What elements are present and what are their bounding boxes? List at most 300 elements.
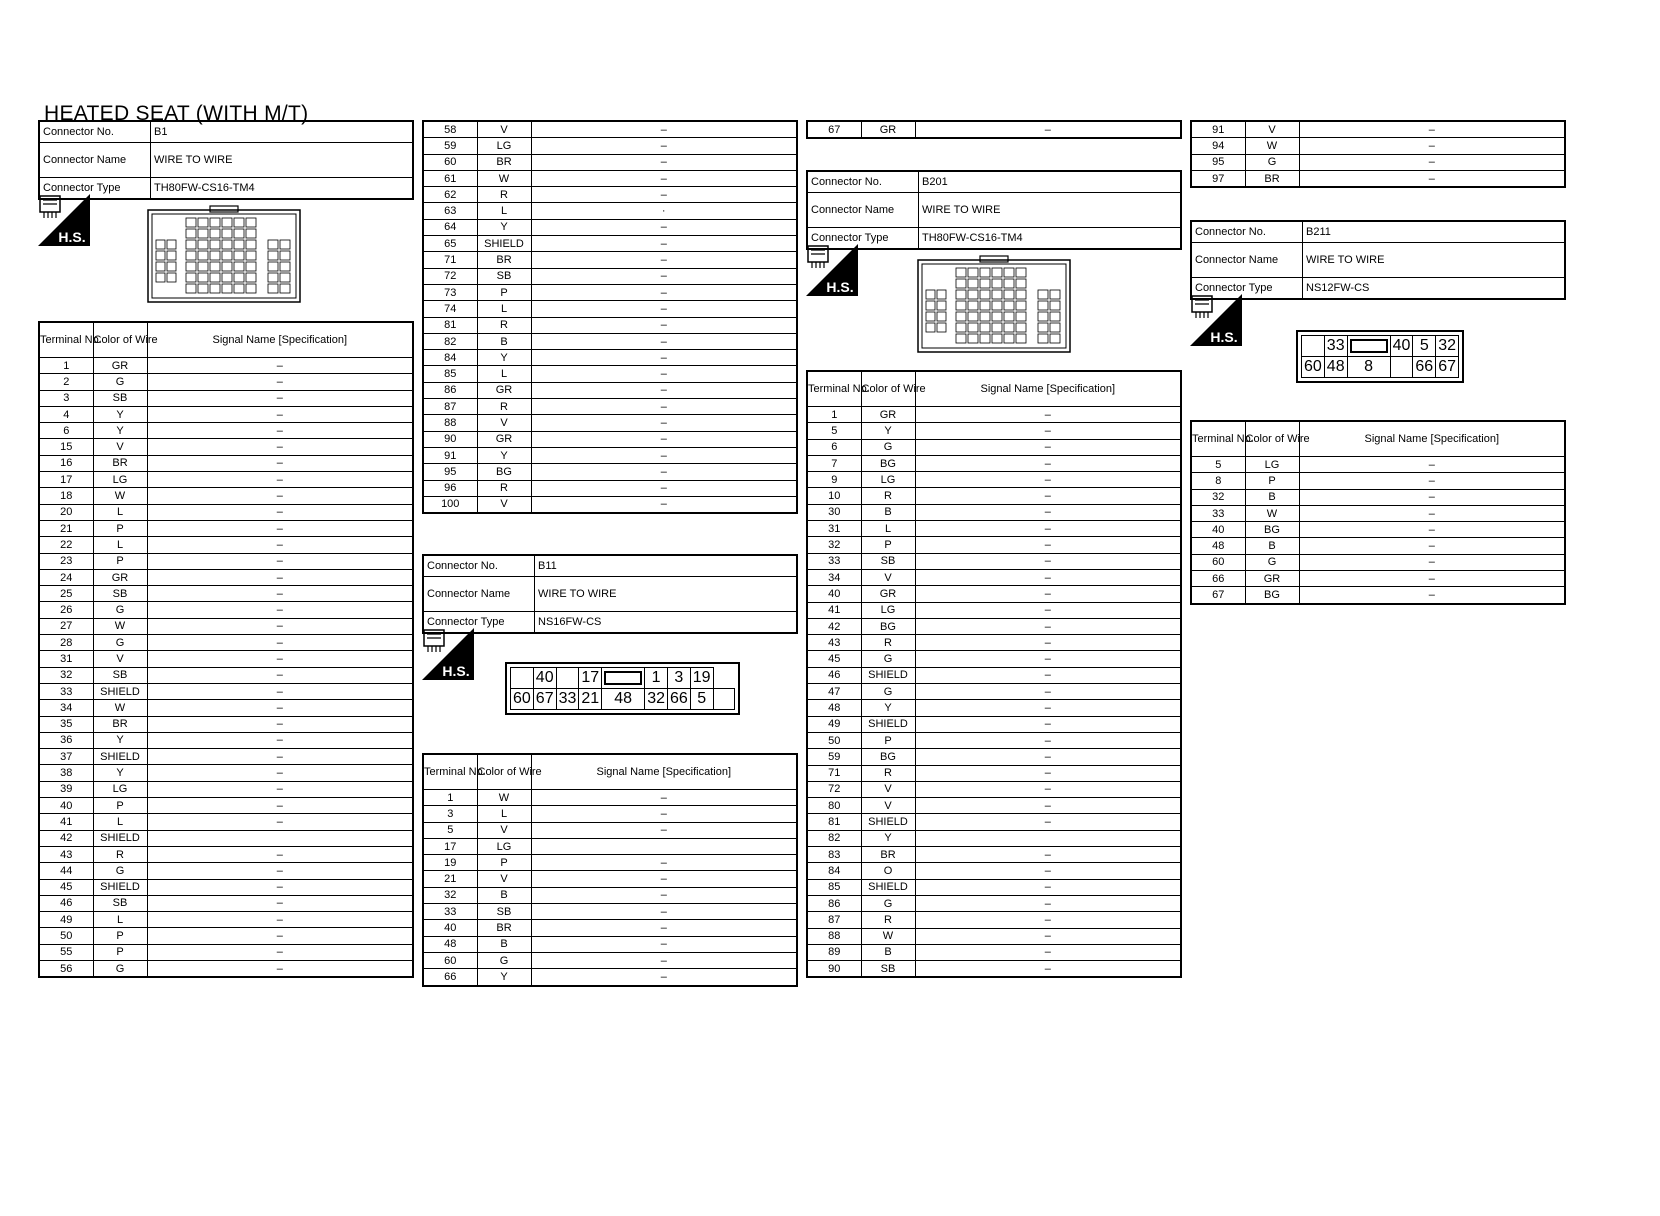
pin-cavity [1050,301,1060,310]
wire-color-cell: G [93,863,147,879]
pin-cavity [280,251,290,260]
signal-name-cell: – [531,480,797,496]
signal-name-cell: – [147,488,413,504]
table-row [39,520,413,536]
pin-cavity [234,262,244,271]
table-row [807,569,1181,585]
wire-color-cell: P [93,944,147,960]
signal-name-cell: – [915,667,1181,683]
signal-name-cell: – [147,390,413,406]
terminal-no-cell: 17 [39,472,93,488]
terminal-no-cell: 56 [39,960,93,977]
terminal-no-cell: 59 [423,138,477,154]
terminal-no-cell: 47 [807,684,861,700]
table-row [807,407,1181,423]
table-row [39,814,413,830]
terminal-no-cell: 25 [39,586,93,602]
table-row [39,537,413,553]
signal-name-cell: – [915,439,1181,455]
connector-type-value: TH80FW-CS16-TM4 [151,178,414,200]
wire-color-cell: V [861,569,915,585]
wire-color-cell: R [477,187,531,203]
terminal-no-cell: 49 [807,716,861,732]
terminal-no-cell: 15 [39,439,93,455]
table-row [39,635,413,651]
wire-color-cell: LG [93,781,147,797]
label-connector-name: Connector Name [1191,243,1303,278]
terminal-table-b11-wrapper [422,753,798,987]
terminal-table-b1-continued [422,120,798,514]
wire-color-cell: Y [477,969,531,986]
terminal-no-cell: 71 [423,252,477,268]
wire-color-cell: L [93,537,147,553]
signal-name-cell: – [915,684,1181,700]
wire-color-cell: R [477,480,531,496]
wire-color-cell: W [1245,138,1299,154]
terminal-no-cell: 1 [807,407,861,423]
terminal-no-cell: 84 [423,350,477,366]
harness-side-icon [1190,294,1242,346]
wire-color-cell: W [477,790,531,806]
wire-color-cell: W [93,700,147,716]
signal-name-cell: – [915,895,1181,911]
column-b211 [1190,220,1566,300]
terminal-no-cell: 89 [807,944,861,960]
pin-cavity [280,284,290,293]
pin-cavity [992,268,1002,277]
signal-name-cell: – [915,781,1181,797]
table-row [807,912,1181,928]
signal-name-cell: – [915,553,1181,569]
terminal-no-cell: 71 [807,765,861,781]
pin-cavity [980,334,990,343]
pin-cell: 60 [1302,357,1325,378]
pin-cavity [992,290,1002,299]
pin-cavity [956,301,966,310]
pin-cavity [992,323,1002,332]
pin-cavity [992,279,1002,288]
signal-name-cell: – [915,732,1181,748]
wire-color-cell: R [861,912,915,928]
signal-name-cell: – [531,464,797,480]
table-row [423,187,797,203]
terminal-no-cell: 26 [39,602,93,618]
table-row [423,790,797,806]
terminal-table-b211 [1190,420,1566,605]
pin-cavity [268,240,278,249]
header-signal-name: Signal Name [Specification] [915,371,1181,407]
connector-info-b211 [1190,220,1566,300]
wire-color-cell: SB [93,390,147,406]
terminal-no-cell: 73 [423,284,477,300]
signal-name-cell: – [147,960,413,977]
signal-name-cell: – [1299,489,1565,505]
pin-cell: 19 [690,668,713,689]
table-row [423,496,797,513]
terminal-no-cell: 1 [39,358,93,374]
terminal-no-cell: 41 [39,814,93,830]
terminal-no-cell: 35 [39,716,93,732]
header-color-of-wire: Color of Wire [1245,421,1299,457]
table-row [807,684,1181,700]
wire-color-cell: BG [1245,587,1299,604]
pin-cavity [937,301,946,310]
signal-name-cell: – [915,635,1181,651]
table-row [423,268,797,284]
table-row [423,952,797,968]
terminal-no-cell: 19 [423,855,477,871]
pin-cavity [210,218,220,227]
signal-name-cell: – [147,472,413,488]
terminal-no-cell: 28 [39,635,93,651]
connector-info-b1 [38,120,414,200]
header-color-of-wire: Color of Wire [93,322,147,358]
wire-color-cell: G [861,439,915,455]
terminal-no-cell: 61 [423,170,477,186]
wire-color-cell: G [861,895,915,911]
signal-name-cell: – [915,423,1181,439]
terminal-no-cell: 100 [423,496,477,513]
table-row [423,333,797,349]
table-row [807,504,1181,520]
terminal-no-cell: 18 [39,488,93,504]
key-slot [602,668,645,689]
pin-cavity [1038,323,1048,332]
signal-name-cell: – [147,716,413,732]
signal-name-cell: – [915,537,1181,553]
pin-cavity [246,251,256,260]
pin-cavity [1004,290,1014,299]
pin-cavity [926,290,935,299]
terminal-no-cell: 10 [807,488,861,504]
terminal-no-cell: 66 [1191,571,1245,587]
wire-color-cell: L [93,814,147,830]
wire-color-cell: GR [861,121,915,138]
pin-cavity [167,262,176,271]
terminal-no-cell: 32 [1191,489,1245,505]
table-row [39,863,413,879]
table-row [1191,587,1565,604]
terminal-no-cell: 33 [1191,505,1245,521]
pin-cavity [186,229,196,238]
table-row [807,488,1181,504]
table-row [423,480,797,496]
table-row [39,618,413,634]
label-connector-no: Connector No. [39,121,151,143]
terminal-table-b1-cont-wrapper [422,120,798,514]
wire-color-cell: G [477,952,531,968]
table-row [807,879,1181,895]
header-signal-name: Signal Name [Specification] [147,322,413,358]
pin-cavity [1016,279,1026,288]
pin-cell: 1 [645,668,668,689]
wire-color-cell: L [93,504,147,520]
terminal-no-cell: 60 [1191,554,1245,570]
wire-color-cell: LG [861,602,915,618]
table-row [423,838,797,854]
terminal-no-cell: 33 [807,553,861,569]
pin-cavity [210,273,220,282]
wire-color-cell: P [93,928,147,944]
terminal-no-cell: 22 [39,537,93,553]
hs-label: H.S. [58,229,86,245]
terminal-table-b201-wrapper [806,370,1182,978]
pin-cavity [980,301,990,310]
terminal-no-cell: 87 [807,912,861,928]
table-row [807,749,1181,765]
terminal-no-cell: 32 [423,887,477,903]
wire-color-cell: SB [861,961,915,978]
signal-name-cell: – [531,170,797,186]
label-connector-no: Connector No. [807,171,919,193]
signal-name-cell: – [147,651,413,667]
pin-cavity [222,218,232,227]
table-row [807,928,1181,944]
signal-name-cell: – [147,683,413,699]
terminal-no-cell: 42 [807,618,861,634]
signal-name-cell: – [1299,587,1565,604]
terminal-no-cell: 4 [39,406,93,422]
table-row [423,138,797,154]
signal-name-cell: – [1299,571,1565,587]
hs-label: H.S. [1210,329,1238,345]
table-row [423,284,797,300]
pre-row-b201-wrapper [806,120,1182,139]
wire-color-cell: SHIELD [861,879,915,895]
pin-cavity [186,218,196,227]
pin-cavity [968,334,978,343]
terminal-no-cell: 67 [807,121,861,138]
pin-cavity [234,229,244,238]
terminal-no-cell: 49 [39,912,93,928]
signal-name-cell: – [147,406,413,422]
pin-cell: 67 [533,689,556,710]
wire-color-cell: BR [1245,170,1299,187]
signal-name-cell: – [915,961,1181,978]
pin-cavity [246,284,256,293]
connector-face-b11 [505,662,740,715]
terminal-no-cell: 62 [423,187,477,203]
table-row [807,895,1181,911]
pin-cell: 66 [667,689,690,710]
header-terminal-no: Terminal No. [39,322,93,358]
label-connector-type: Connector Type [423,612,535,634]
table-row [423,170,797,186]
wire-color-cell: SB [861,553,915,569]
signal-name-cell: – [915,944,1181,960]
wire-color-cell: R [861,635,915,651]
terminal-no-cell: 60 [423,952,477,968]
terminal-no-cell: 90 [423,431,477,447]
table-row [807,814,1181,830]
signal-name-cell: – [147,635,413,651]
pin-cavity [268,251,278,260]
terminal-no-cell: 48 [423,936,477,952]
terminal-table-b201 [806,370,1182,978]
pin-cavity [956,312,966,321]
wire-color-cell: G [1245,154,1299,170]
table-row [1191,473,1565,489]
table-row [39,879,413,895]
connector-name-value: WIRE TO WIRE [535,577,798,612]
hs-label: H.S. [442,663,470,679]
terminal-no-cell: 20 [39,504,93,520]
wire-color-cell: BR [477,154,531,170]
pin-cell [556,668,579,689]
terminal-no-cell: 66 [423,969,477,986]
pin-cavity [980,268,990,277]
pin-cavity [186,240,196,249]
pin-cell: 32 [645,689,668,710]
terminal-no-cell: 87 [423,399,477,415]
terminal-no-cell: 6 [39,423,93,439]
pin-cell: 5 [690,689,713,710]
terminal-no-cell: 31 [39,651,93,667]
wire-color-cell: GR [93,358,147,374]
terminal-no-cell: 40 [423,920,477,936]
table-row [39,716,413,732]
table-row [807,455,1181,471]
signal-name-cell: – [147,423,413,439]
terminal-no-cell: 9 [807,472,861,488]
label-connector-no: Connector No. [1191,221,1303,243]
pin-cavity [1016,268,1026,277]
terminal-no-cell: 32 [39,667,93,683]
table-row [807,944,1181,960]
terminal-no-cell: 6 [807,439,861,455]
table-row [39,749,413,765]
signal-name-cell: – [147,732,413,748]
pin-cell [1302,336,1325,357]
table-row [807,537,1181,553]
terminal-table-b1-end [806,120,1182,139]
terminal-no-cell: 32 [807,537,861,553]
terminal-no-cell: 91 [423,447,477,463]
signal-name-cell: – [915,765,1181,781]
signal-name-cell: – [531,187,797,203]
wire-color-cell: P [477,284,531,300]
table-row [39,569,413,585]
terminal-no-cell: 5 [423,822,477,838]
signal-name-cell: – [531,952,797,968]
table-row [807,765,1181,781]
label-connector-type: Connector Type [1191,278,1303,300]
table-row [807,781,1181,797]
signal-name-cell: – [147,912,413,928]
pin-cavity [198,284,208,293]
wire-color-cell: SHIELD [93,749,147,765]
harness-side-icon [806,244,858,296]
table-row [39,798,413,814]
signal-name-cell: – [531,121,797,138]
signal-name-cell [531,838,797,854]
pin-cavity [186,251,196,260]
wire-color-cell: Y [477,350,531,366]
table-row [807,863,1181,879]
signal-name-cell: – [915,521,1181,537]
connector-info-b11 [422,554,798,634]
pin-cell: 17 [579,668,602,689]
pin-cavity [156,251,165,260]
table-row [807,423,1181,439]
wire-color-cell: Y [861,700,915,716]
wire-color-cell: L [861,521,915,537]
terminal-no-cell: 55 [39,944,93,960]
signal-name-cell [915,830,1181,846]
signal-name-cell: – [531,431,797,447]
pin-cavity [198,218,208,227]
pin-cavity [937,312,946,321]
wire-color-cell: W [93,618,147,634]
terminal-no-cell: 59 [807,749,861,765]
pin-cavity [210,251,220,260]
pin-cell: 3 [667,668,690,689]
terminal-no-cell: 48 [1191,538,1245,554]
signal-name-cell: – [531,415,797,431]
terminal-no-cell: 44 [39,863,93,879]
terminal-no-cell: 33 [423,904,477,920]
pin-cavity [186,284,196,293]
table-row [1191,538,1565,554]
wire-color-cell: LG [1245,457,1299,473]
signal-name-cell: – [1299,138,1565,154]
table-row [807,635,1181,651]
signal-name-cell: – [147,846,413,862]
terminal-no-cell: 63 [423,203,477,219]
pin-cavity [246,218,256,227]
pin-cavity [280,273,290,282]
pin-cell [1390,357,1413,378]
wire-color-cell: V [93,651,147,667]
terminal-no-cell: 24 [39,569,93,585]
connector-name-value: WIRE TO WIRE [151,143,414,178]
table-row [1191,554,1565,570]
terminal-no-cell: 23 [39,553,93,569]
table-row [423,203,797,219]
wire-color-cell: BR [93,716,147,732]
terminal-table-b211-wrapper [1190,420,1566,605]
signal-name-cell: – [531,138,797,154]
table-row [423,121,797,138]
pin-cavity [956,279,966,288]
wire-color-cell: Y [93,765,147,781]
table-row [423,236,797,252]
wire-color-cell: V [93,439,147,455]
pin-cavity [968,279,978,288]
pin-cavity [1050,312,1060,321]
terminal-no-cell: 5 [1191,457,1245,473]
pin-cavity [156,240,165,249]
signal-name-cell: – [1299,538,1565,554]
pin-cavity [937,323,946,332]
table-row [1191,154,1565,170]
pin-cavity [1004,323,1014,332]
pin-cavity [1038,301,1048,310]
connector-type-value: NS12FW-CS [1303,278,1566,300]
table-row [423,382,797,398]
wire-color-cell: Y [861,830,915,846]
signal-name-cell: – [915,618,1181,634]
header-terminal-no: Terminal No. [1191,421,1245,457]
pin-cavity [980,279,990,288]
terminal-no-cell: 50 [39,928,93,944]
pin-cavity [926,301,935,310]
pin-cell: 48 [1324,357,1347,378]
terminal-no-cell: 42 [39,830,93,846]
table-row [1191,571,1565,587]
key-slot [1347,336,1390,357]
table-row [423,822,797,838]
